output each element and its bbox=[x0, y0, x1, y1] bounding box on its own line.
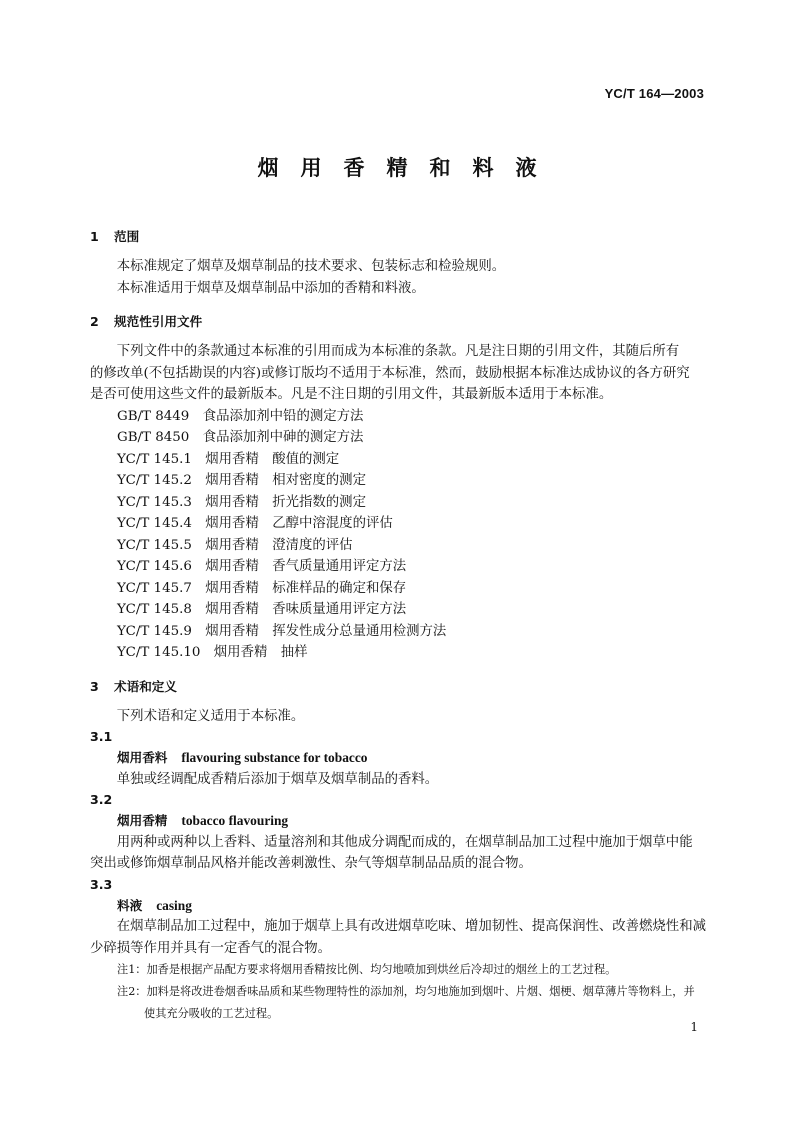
reference-name: 烟用香精 香气质量通用评定方法 bbox=[205, 559, 407, 574]
reference-code: YC/T 145.7 bbox=[117, 580, 192, 596]
paragraph-line: 是否可使用这些文件的最新版本。凡是不注日期的引用文件，其最新版本适用于本标准。 bbox=[90, 387, 613, 402]
section-heading-1 bbox=[90, 226, 706, 247]
reference-name: 食品添加剂中砷的测定方法 bbox=[202, 430, 364, 445]
reference-item bbox=[90, 513, 706, 535]
note-2-continuation: 使其充分吸收的工艺过程。 bbox=[144, 1007, 279, 1020]
term-definition: 在烟草制品加工过程中，施加于烟草上具有改进烟草吃味、增加韧性、提高保润性、改善燃烧性和减 bbox=[116, 919, 706, 934]
reference-name: 烟用香精 折光指数的测定 bbox=[205, 494, 366, 510]
reference-item bbox=[90, 470, 706, 492]
reference-code: GB/T 8450 bbox=[117, 430, 190, 445]
reference-code: YC/T 145.9 bbox=[117, 623, 192, 639]
reference-name: 烟用香精 酸值的测定 bbox=[205, 451, 340, 467]
reference-item bbox=[90, 642, 706, 664]
paragraph-line: 的修改单(不包括勘误的内容)或修订版均不适用于本标准，然而，鼓励根据本标准达成协议的各方研究 bbox=[90, 365, 690, 381]
reference-name: 烟用香精 乙醇中溶混度的评估 bbox=[205, 516, 393, 531]
paragraph: 本标准规定了烟草及烟草制品的技术要求、包装标志和检验规则。 bbox=[116, 259, 506, 274]
term-definition: 少碎损等作用并具有一定香气的混合物。 bbox=[90, 940, 332, 956]
term-en: tobacco flavouring bbox=[181, 813, 289, 828]
reference-item bbox=[90, 578, 706, 600]
reference-code: YC/T 145.5 bbox=[117, 537, 192, 553]
reference-name: 食品添加剂中铅的测定方法 bbox=[202, 408, 364, 424]
reference-name: 烟用香精 香味质量通用评定方法 bbox=[205, 602, 407, 617]
reference-item bbox=[90, 621, 706, 643]
document-body bbox=[90, 226, 706, 1025]
reference-item bbox=[90, 556, 706, 578]
term-zh: 料液 bbox=[117, 897, 143, 913]
reference-code: YC/T 145.3 bbox=[117, 494, 192, 510]
term-definition: 用两种或两种以上香料、适量溶剂和其他成分调配而成的，在烟草制品加工过程中施加于烟草中能 bbox=[116, 834, 693, 850]
term-definition: 突出或修饰烟草制品风格并能改善刺激性、杂气等烟草制品品质的混合物。 bbox=[90, 856, 532, 871]
section-title: 范围 bbox=[114, 229, 140, 244]
section-title: 术语和定义 bbox=[114, 678, 177, 694]
section-number: 1 bbox=[90, 229, 99, 244]
reference-code: YC/T 145.2 bbox=[117, 473, 192, 488]
section-title: 规范性引用文件 bbox=[114, 314, 203, 329]
page-number: 1 bbox=[690, 1020, 698, 1034]
note-2: 注2：加料是将改进卷烟香味品质和某些物理特性的添加剂，均匀地施加到烟叶、片烟、烟梗、烟草薄片等物料上，并 bbox=[117, 985, 695, 998]
document-title: 烟用香精和料液 bbox=[257, 155, 559, 180]
term-en: casing bbox=[156, 897, 192, 913]
reference-item bbox=[90, 406, 706, 428]
term-zh: 烟用香料 bbox=[117, 750, 168, 765]
reference-item bbox=[90, 535, 706, 557]
term-zh: 烟用香精 bbox=[117, 813, 168, 828]
term-entry bbox=[90, 895, 706, 917]
section-number: 2 bbox=[90, 314, 99, 329]
term-number: 3.1 bbox=[90, 729, 113, 744]
paragraph-line: 下列文件中的条款通过本标准的引用而成为本标准的条款。凡是注日期的引用文件，其随后所有 bbox=[116, 344, 680, 359]
reference-name: 烟用香精 挥发性成分总量通用检测方法 bbox=[205, 623, 447, 639]
reference-code: YC/T 145.8 bbox=[117, 602, 192, 617]
reference-item bbox=[90, 449, 706, 471]
reference-item bbox=[90, 599, 706, 621]
reference-code: YC/T 145.4 bbox=[117, 516, 192, 531]
term-en: flavouring substance for tobacco bbox=[181, 750, 368, 765]
reference-code: YC/T 145.10 bbox=[117, 645, 201, 660]
reference-item bbox=[90, 427, 706, 449]
paragraph: 下列术语和定义适用于本标准。 bbox=[116, 708, 305, 724]
reference-item bbox=[90, 492, 706, 514]
section-heading-2 bbox=[90, 311, 706, 332]
reference-name: 烟用香精 抽样 bbox=[213, 645, 308, 660]
note-1: 注1：加香是根据产品配方要求将烟用香精按比例、均匀地喷加到烘丝后冷却过的烟丝上的工艺过程。 bbox=[117, 963, 617, 976]
term-number: 3.3 bbox=[90, 876, 113, 892]
term-number: 3.2 bbox=[90, 792, 113, 807]
reference-code: YC/T 145.1 bbox=[117, 451, 192, 467]
reference-name: 烟用香精 澄清度的评估 bbox=[205, 537, 353, 553]
paragraph: 本标准适用于烟草及烟草制品中添加的香精和料液。 bbox=[116, 280, 425, 296]
section-number: 3 bbox=[90, 678, 99, 694]
reference-code: GB/T 8449 bbox=[117, 408, 190, 424]
standard-number: YC/T 164—2003 bbox=[604, 86, 704, 101]
section-heading-3 bbox=[90, 676, 706, 697]
reference-name: 烟用香精 相对密度的测定 bbox=[205, 473, 366, 488]
term-definition: 单独或经调配成香精后添加于烟草及烟草制品的香料。 bbox=[116, 771, 439, 787]
reference-code: YC/T 145.6 bbox=[117, 559, 192, 574]
term-entry bbox=[90, 810, 706, 832]
reference-name: 烟用香精 标准样品的确定和保存 bbox=[205, 580, 407, 596]
term-entry bbox=[90, 747, 706, 769]
